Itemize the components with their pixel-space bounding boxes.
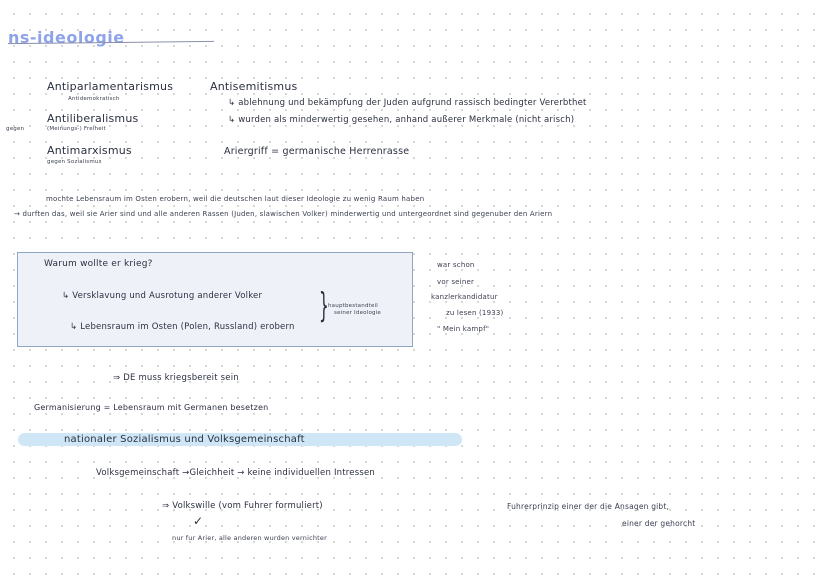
- side-note-1: war schon: [437, 261, 475, 269]
- check-icon: ✓: [193, 514, 204, 528]
- antiparlamentarismus: Antiparlamentarismus: [47, 80, 174, 93]
- gegen-note: gegen: [6, 126, 25, 132]
- ariergriff: Ariergriff = germanische Herrenrasse: [224, 146, 410, 157]
- brace-symbol: }: [318, 286, 329, 326]
- page-title: ns-ideologie: [8, 28, 125, 47]
- germanisierung: Germanisierung = Lebensraum mit Germanen besetzen: [34, 403, 269, 412]
- volkswille-line: ⇒ Volkswille (vom Fuhrer formuliert): [162, 501, 323, 511]
- lebensraum-line-1: mochte Lebensraum im Osten erobern, weil die deutschen laut dieser Ideologie zu wenig Raum haben: [46, 195, 425, 203]
- antisemitismus-line-1: ↳ ablehnung und bekämpfung der Juden aufgrund rassisch bedingter Vererbthet: [228, 98, 587, 108]
- volksgemeinschaft-heading: nationaler Sozialismus und Volksgemeinschaft: [64, 434, 305, 445]
- antisemitismus-heading: Antisemitismus: [210, 80, 298, 93]
- reason-versklavung: ↳ Versklavung und Ausrotung anderer Volker: [62, 291, 263, 301]
- antimarxismus: Antimarxismus: [47, 144, 132, 157]
- meinungsfreiheit-note: (Meinungs-) Freiheit: [47, 126, 106, 132]
- fuhrerprinzip-line-1: Fuhrerprinzip einer der die Ansagen gibt,: [507, 502, 670, 511]
- war-question: Warum wollte er krieg?: [44, 259, 153, 269]
- reason-lebensraum: ↳ Lebensraum im Osten (Polen, Russland) erobern: [70, 322, 295, 332]
- volksgemeinschaft-line: Volksgemeinschaft →Gleichheit → keine individuellen Intressen: [96, 468, 376, 478]
- lebensraum-line-2: → durften das, weil sie Arier sind und alle anderen Rassen (Juden, slawischen Volker) minderwertig und untergeordnet sind gegenuber den Ariern: [14, 210, 553, 218]
- side-note-4: zu lesen (1933): [446, 309, 504, 317]
- side-note-3: kanzlerkandidatur: [431, 293, 498, 301]
- brace-note-2: seiner Ideologie: [334, 310, 382, 316]
- kriegsbereit-conclusion: ⇒ DE muss kriegsbereit sein: [113, 373, 239, 383]
- antiliberalismus: Antiliberalismus: [47, 112, 139, 125]
- arier-note: nur fur Arier, alle anderen wurden vernichter: [172, 534, 328, 542]
- sozialismus-note: gegen Sozialismus: [47, 159, 102, 165]
- antisemitismus-line-2: ↳ wurden als minderwertig gesehen, anhand außerer Merkmale (nicht arisch): [228, 115, 575, 125]
- brace-note-1: hauptbestandteil: [328, 303, 379, 309]
- fuhrerprinzip-line-2: einer der gehorcht: [622, 519, 696, 528]
- antidemokratisch-note: Antidemokratisch: [68, 96, 120, 102]
- side-note-2: vor seiner: [437, 278, 475, 286]
- side-note-5: " Mein kampf": [437, 325, 490, 333]
